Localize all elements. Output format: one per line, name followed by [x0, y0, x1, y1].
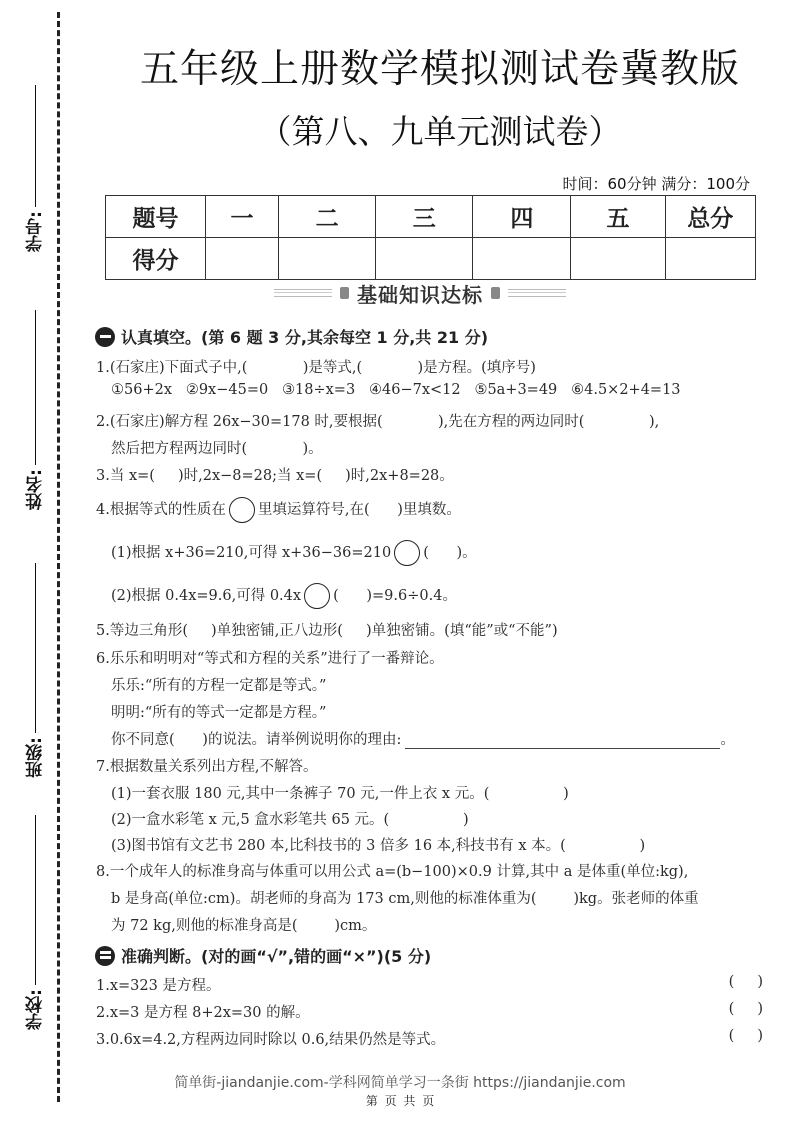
question-2: 2.(石家庄)解方程 26x−30=178 时,要根据( ),先在方程的两边同时( ), — [96, 414, 660, 430]
question-7: 7.根据数量关系列出方程,不解答。 — [96, 759, 318, 775]
judge-item-3: 3.0.6x=4.2,方程两边同时除以 0.6,结果仍然是等式。 — [96, 1032, 446, 1048]
score-input-cell[interactable] — [571, 238, 665, 280]
judge-answer-1[interactable]: ( ) — [728, 974, 763, 990]
question-7-2: (2)一盒水彩笔 x 元,5 盒水彩笔共 65 元。( ) — [111, 812, 469, 828]
decorative-square-icon — [340, 287, 349, 299]
class-label: 班级: — [25, 737, 46, 778]
question-4-1-blank: ( )。 — [423, 545, 477, 561]
score-table-cell: 总分 — [665, 196, 755, 238]
question-6-prompt-text: 你不同意( )的说法。请举例说明你的理由: — [111, 732, 402, 748]
circled-one-icon — [95, 327, 115, 347]
school-field[interactable] — [20, 815, 50, 1030]
operator-circle-blank[interactable] — [304, 583, 330, 609]
binding-dashed-line — [57, 12, 60, 1102]
score-input-cell[interactable] — [376, 238, 473, 280]
page-title: 五年级上册数学模拟测试卷冀教版 — [139, 47, 740, 92]
question-4-2-blank: ( )=9.6÷0.4。 — [333, 588, 457, 604]
decorative-square-icon — [491, 287, 500, 299]
score-table-cell: 三 — [376, 196, 473, 238]
score-input-cell[interactable] — [205, 238, 278, 280]
circled-two-icon — [95, 946, 115, 966]
question-7-3: (3)图书馆有文艺书 280 本,比科技书的 3 倍多 16 本,科技书有 x 本。( ) — [111, 838, 646, 854]
question-3: 3.当 x=( )时,2x−8=28;当 x=( )时,2x+8=28。 — [96, 468, 454, 484]
question-4-1 — [111, 540, 477, 566]
judge-answer-3[interactable]: ( ) — [728, 1028, 763, 1044]
banner-text: 基础知识达标 — [357, 282, 483, 307]
judge-item-1: 1.x=323 是方程。 — [96, 978, 221, 994]
question-6-lele: 乐乐:“所有的方程一定都是等式。” — [111, 678, 327, 694]
decorative-lines-icon — [508, 289, 566, 297]
decorative-lines-icon — [274, 289, 332, 297]
score-table-cell: 得分 — [106, 238, 206, 280]
question-2-cont: 然后把方程两边同时( )。 — [111, 441, 323, 457]
question-4-2-text: (2)根据 0.4x=9.6,可得 0.4x — [111, 588, 302, 604]
class-field[interactable] — [20, 563, 50, 778]
question-4-text-2: 里填运算符号,在( )里填数。 — [257, 502, 461, 518]
name-blank[interactable] — [35, 310, 36, 465]
footer-watermark: 简单街-jiandanjie.com-学科网简单学习一条街 https://jiandanjie.com — [174, 1075, 626, 1091]
score-input-cell[interactable] — [665, 238, 755, 280]
student-no-blank[interactable] — [35, 85, 36, 207]
operator-circle-blank[interactable] — [229, 497, 255, 523]
question-1: 1.(石家庄)下面式子中,( )是等式,( )是方程。(填序号) — [96, 360, 536, 376]
score-table-cell: 题号 — [106, 196, 206, 238]
score-input-cell[interactable] — [279, 238, 376, 280]
operator-circle-blank[interactable] — [394, 540, 420, 566]
question-8-cont-2: 为 72 kg,则他的标准身高是( )cm。 — [111, 918, 377, 934]
judge-item-2: 2.x=3 是方程 8+2x=30 的解。 — [96, 1005, 310, 1021]
question-6-prompt — [111, 728, 735, 749]
score-table-cell: 五 — [571, 196, 665, 238]
school-blank[interactable] — [35, 815, 36, 985]
question-5: 5.等边三角形( )单独密铺,正八边形( )单独密铺。(填“能”或“不能”) — [96, 623, 558, 639]
score-table-cell: 四 — [473, 196, 571, 238]
score-table-cell: 二 — [279, 196, 376, 238]
page-subtitle: （第八、九单元测试卷） — [258, 112, 622, 151]
section-1-heading — [95, 325, 488, 348]
score-table-header-row — [106, 196, 756, 238]
question-4-1-text: (1)根据 x+36=210,可得 x+36−36=210 — [111, 545, 392, 561]
score-table-score-row — [106, 238, 756, 280]
footer-page-number: 第 页 共 页 — [365, 1094, 435, 1108]
name-field[interactable] — [20, 310, 50, 510]
question-8-cont: b 是身高(单位:cm)。胡老师的身高为 173 cm,则他的标准体重为( )kg。张老师的体重 — [111, 891, 699, 907]
question-1-options: ①56+2x ②9x−45=0 ③18÷x=3 ④46−7x<12 ⑤5a+3=49 ⑥4.5×2+4=13 — [111, 382, 681, 398]
section-2-heading — [95, 944, 431, 967]
question-7-1: (1)一套衣服 180 元,其中一条裤子 70 元,一件上衣 x 元。( ) — [111, 786, 569, 802]
score-table-cell: 一 — [205, 196, 278, 238]
question-6: 6.乐乐和明明对“等式和方程的关系”进行了一番辩论。 — [96, 651, 444, 667]
question-6-mingming: 明明:“所有的等式一定都是方程。” — [111, 705, 327, 721]
name-label: 姓名: — [25, 469, 46, 510]
student-no-label: 学号: — [25, 211, 46, 252]
section-banner — [270, 281, 570, 305]
question-8: 8.一个成年人的标准身高与体重可以用公式 a=(b−100)×0.9 计算,其中 a 是体重(单位:kg), — [96, 864, 689, 880]
class-blank[interactable] — [35, 563, 36, 733]
exam-meta: 时间：60分钟 满分：100分 — [562, 175, 750, 193]
question-4 — [96, 497, 461, 523]
score-input-cell[interactable] — [473, 238, 571, 280]
reason-answer-line[interactable] — [405, 736, 720, 749]
section-2-title: 准确判断。(对的画“√”,错的画“×”)(5 分) — [121, 947, 432, 966]
score-table — [105, 195, 756, 280]
judge-answer-2[interactable]: ( ) — [728, 1001, 763, 1017]
question-4-text: 4.根据等式的性质在 — [96, 502, 226, 518]
student-no-field[interactable] — [20, 85, 50, 252]
question-4-2 — [111, 583, 457, 609]
period: 。 — [720, 732, 735, 748]
school-label: 学校: — [25, 989, 46, 1030]
section-1-title: 认真填空。(第 6 题 3 分,其余每空 1 分,共 21 分) — [121, 328, 489, 347]
